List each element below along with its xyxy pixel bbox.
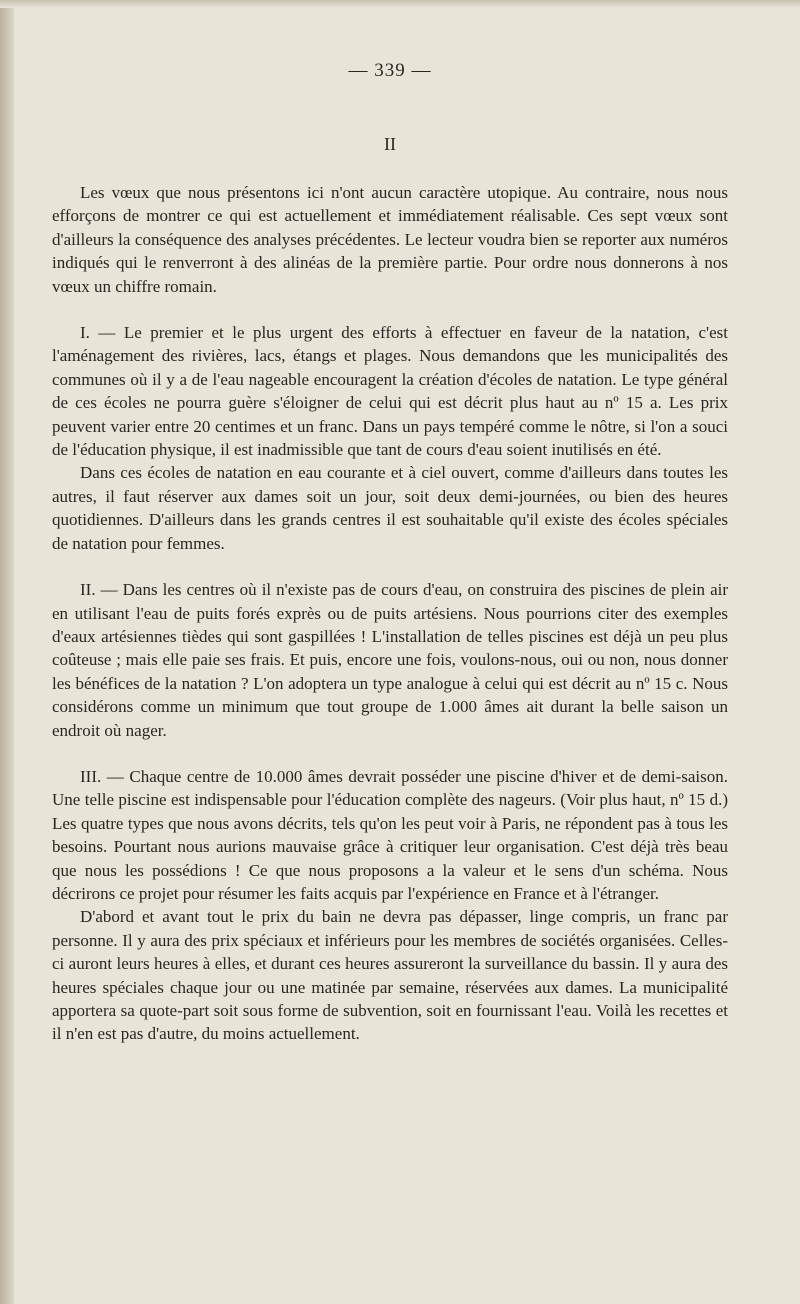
paragraph-wish-2: II. — Dans les centres où il n'existe pas de cours d'eau, on construira des piscines de plein air en utilisant l'eau de puits forés exprès ou de puits artésiens. Nous pourrions citer des exemples d'eaux artésiennes tièdes qui sont gaspillées ! L'installation de telles piscines est déjà un peu plus coûteuse ; mais elle paie ses frais. Et puis, encore une fois, voulons-nous, oui ou non, nous donner les bénéfices de la natation ? L'on adoptera un type analogue à celui qui est décrit au nº 15 c. Nous considérons comme un minimum que tout groupe de 1.000 âmes ait durant la belle saison un endroit où nager. <box>52 580 728 740</box>
paragraph-wish-3: III. — Chaque centre de 10.000 âmes devrait posséder une piscine d'hiver et de demi-saison. Une telle piscine est indispensable pour l'éducation complète des nageurs. (Voir plus haut, nº 15 d.) Les quatre types que nous avons décrits, tels qu'on les peut voir à Paris, ne répondent pas à tous les besoins. Pourtant nous aurions mauvaise grâce à critiquer leur organisation. C'est déjà très beau que nous les possédions ! Ce que nous proposons a la valeur et le sens d'un schéma. Nous décrirons ce projet pour résumer les faits acquis par l'expérience en France et à l'étranger. <box>52 766 728 903</box>
section-heading: II <box>384 134 396 154</box>
scan-edge <box>0 0 14 1304</box>
paragraph-wish-1-continued: Dans ces écoles de natation en eau courante et à ciel ouvert, comme d'ailleurs dans toutes les autres, il faut réserver aux dames soit un jour, soit deux demi-journées, ou bien des heures quotidiennes. D'ailleurs dans les grands centres il est souhaitable qu'il existe des écoles spéciales de natation pour femmes. <box>52 463 728 553</box>
paragraph-wish-1: I. — Le premier et le plus urgent des efforts à effectuer en faveur de la natation, c'est l'aménagement des rivières, lacs, étangs et plages. Nous demandons que les municipalités des communes où il y a de l'eau nageable encouragent la création d'écoles de natation. Le type général de ces écoles ne pourra guère s'éloigner de celui qui est décrit plus haut au nº 15 a. Les prix peuvent varier entre 20 centimes et un franc. Dans un pays tempéré comme le nôtre, si l'on a souci de l'éducation physique, il est inadmissible que tant de cours d'eau soient inutilisés en été. <box>52 323 728 460</box>
book-page <box>52 60 728 1046</box>
scan-edge-top <box>0 0 800 8</box>
paragraph-wish-3-continued: D'abord et avant tout le prix du bain ne devra pas dépasser, linge compris, un franc par personne. Il y aura des prix spéciaux et inférieurs pour les membres de sociétés organisées. Celles-ci auront leurs heures à elles, et durant ces heures assureront la surveillance du bassin. Il y aura des heures spéciales chaque jour ou une matinée par semaine, réservées aux dames. La municipalité apportera sa quote-part soit sous forme de subvention, soit en fournissant l'eau. Voilà les recettes et il n'en est pas d'autre, du moins actuellement. <box>52 907 728 1044</box>
page-number: — 339 — <box>348 60 432 81</box>
paragraph-intro: Les vœux que nous présentons ici n'ont aucun caractère utopique. Au contraire, nous nous efforçons de montrer ce qui est actuellement et immédiatement réalisable. Ces sept vœux sont d'ailleurs la conséquence des analyses précédentes. Le lecteur voudra bien se reporter aux numéros indiqués qui le renverront à des alinéas de la première partie. Pour ordre nous donnerons à nos vœux un chiffre romain. <box>52 183 728 296</box>
